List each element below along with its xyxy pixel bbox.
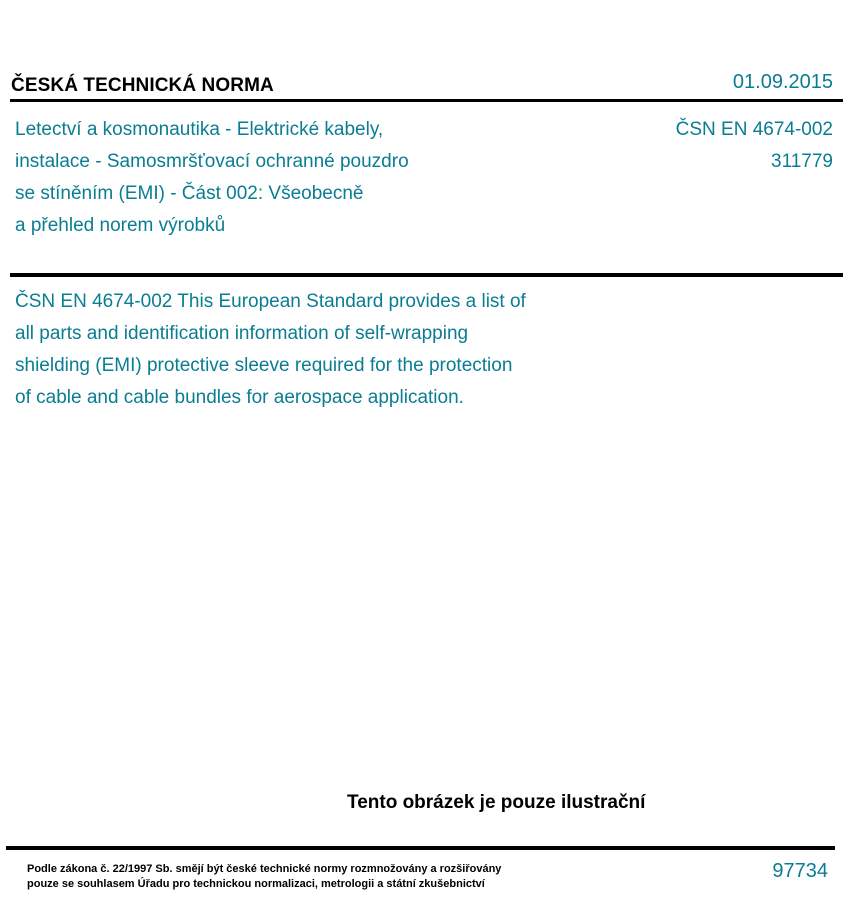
norm-label: ČESKÁ TECHNICKÁ NORMA — [11, 75, 274, 96]
footer-divider — [6, 846, 835, 850]
legal-line: pouze se souhlasem Úřadu pro technickou normalizaci, metrologii a státní zkušebnictví — [27, 878, 485, 890]
summary-line: all parts and identification information of self-wrapping — [15, 323, 469, 344]
summary-line: shielding (EMI) protective sleeve required for the protection — [15, 355, 513, 376]
legal-notice — [27, 862, 627, 892]
header-divider — [10, 99, 843, 102]
publication-date: 01.09.2015 — [732, 71, 833, 93]
document-id: 97734 — [772, 860, 828, 882]
class-number: 311779 — [771, 151, 833, 172]
section-divider — [10, 273, 843, 277]
summary-line: ČSN EN 4674-002 This European Standard provides a list of — [15, 291, 526, 312]
title-line: se stíněním (EMI) - Část 002: Všeobecně — [15, 183, 364, 204]
title-line: Letectví a kosmonautika - Elektrické kabely, — [15, 119, 384, 140]
standard-summary — [15, 286, 615, 414]
summary-line: of cable and cable bundles for aerospace application. — [15, 387, 464, 408]
legal-line: Podle zákona č. 22/1997 Sb. smějí být české technické normy rozmnožovány a rozšiřovány — [27, 863, 502, 875]
title-line: instalace - Samosmršťovací ochranné pouzdro — [15, 151, 409, 172]
title-line: a přehled norem výrobků — [15, 215, 226, 236]
standard-codes — [676, 114, 833, 178]
standard-number: ČSN EN 4674-002 — [675, 119, 833, 140]
standard-title — [15, 114, 485, 242]
illustrative-note: Tento obrázek je pouze ilustrační — [347, 792, 646, 813]
